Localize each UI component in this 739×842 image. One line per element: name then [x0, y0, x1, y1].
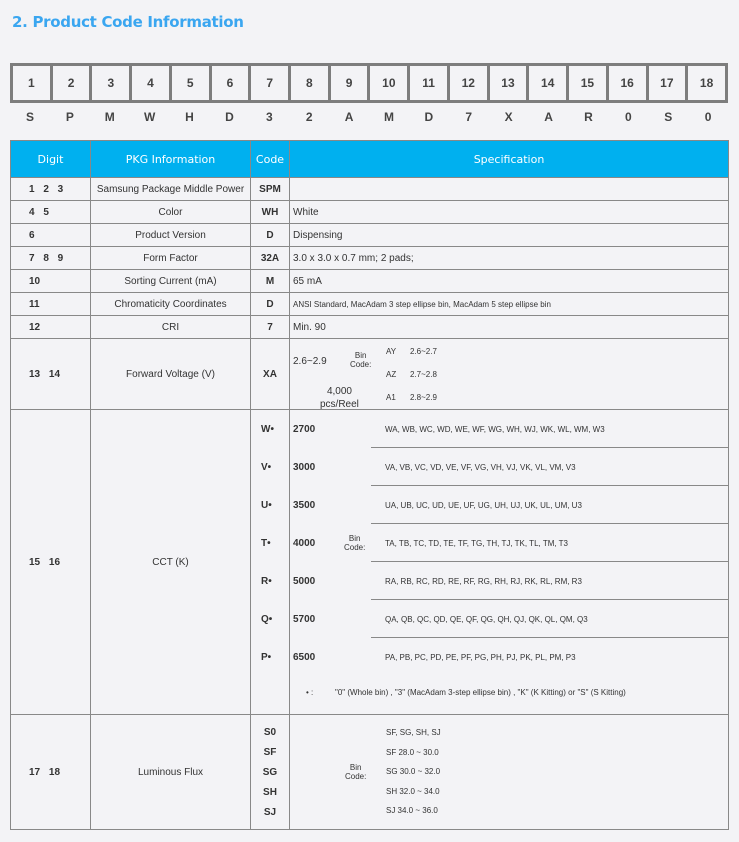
product-code-table — [10, 140, 729, 830]
cct-value: 6500 — [293, 652, 316, 663]
cct-bins: RA, RB, RC, RD, RE, RF, RG, RH, RJ, RK, RL, RM, R3 — [385, 577, 582, 586]
flux-bin-line: SG 30.0 ~ 32.0 — [386, 767, 441, 776]
cct-bins: VA, VB, VC, VD, VE, VF, VG, VH, VJ, VK, VL, VM, V3 — [385, 463, 576, 472]
cct-code: R• — [261, 576, 272, 587]
voltage-bin-code: AY — [386, 347, 397, 356]
spec-cell: 65 mA — [290, 270, 729, 293]
code-cell: SPM — [251, 178, 290, 201]
spec-cell — [290, 178, 729, 201]
table-row — [11, 178, 729, 201]
code-cell: M — [251, 270, 290, 293]
digit-position: 14 — [529, 66, 566, 100]
flux-bin-line: SJ 34.0 ~ 36.0 — [386, 806, 438, 815]
table-row — [11, 201, 729, 224]
digit-position: 18 — [688, 66, 725, 100]
table-row — [11, 247, 729, 270]
pkg-cell: Chromaticity Coordinates — [91, 293, 251, 316]
code-cell: WH — [251, 201, 290, 224]
code-letter: M — [104, 110, 115, 124]
bin-label: Bin Code: — [345, 763, 367, 781]
pkg-cell: Product Version — [91, 224, 251, 247]
divider — [371, 485, 728, 486]
bin-label: Bin Code: — [350, 351, 372, 369]
digit-cell: 10 — [11, 270, 91, 293]
digit-cell: 17 18 — [11, 715, 91, 830]
pkg-cell: Forward Voltage (V) — [91, 339, 251, 410]
digit-cell: 4 5 — [11, 201, 91, 224]
digit-position: 13 — [490, 66, 527, 100]
digit-position: 11 — [410, 66, 447, 100]
digit-cell: 1 2 3 — [11, 178, 91, 201]
divider — [371, 523, 728, 524]
digit-position: 1 — [13, 66, 50, 100]
cct-code: P• — [261, 652, 272, 663]
cct-value: 5000 — [293, 576, 316, 587]
header-code: Code — [251, 141, 290, 178]
voltage-bin-range: 2.8~2.9 — [410, 393, 437, 402]
voltage-bin-code: AZ — [386, 370, 397, 379]
digit-cell: 6 — [11, 224, 91, 247]
digit-cell: 13 14 — [11, 339, 91, 410]
digit-position: 12 — [450, 66, 487, 100]
cct-code: V• — [261, 462, 272, 473]
table-row — [11, 270, 729, 293]
pkg-cell: Form Factor — [91, 247, 251, 270]
table-row-cct — [11, 410, 729, 715]
table-row-voltage — [11, 339, 729, 410]
cct-value: 4000 — [293, 538, 316, 549]
cct-code: U• — [261, 500, 272, 511]
digit-position: 5 — [172, 66, 209, 100]
spec-cell — [290, 339, 729, 410]
spec-cell: Min. 90 — [290, 316, 729, 339]
code-letter: R — [584, 110, 593, 124]
pkg-cell: Samsung Package Middle Power — [91, 178, 251, 201]
code-cell: XA — [251, 339, 290, 410]
digit-position: 7 — [251, 66, 288, 100]
digit-position: 2 — [53, 66, 90, 100]
code-letter: 2 — [305, 110, 313, 124]
cct-code: Q• — [261, 614, 273, 625]
section-title: 2. Product Code Information — [12, 13, 244, 31]
digit-position: 9 — [331, 66, 368, 100]
code-letter: A — [344, 110, 354, 124]
flux-code: SF — [263, 746, 277, 758]
table-row — [11, 224, 729, 247]
spec-cell: Dispensing — [290, 224, 729, 247]
pkg-cell: CCT (K) — [91, 410, 251, 715]
cct-note: "0" (Whole bin) , "3" (MacAdam 3-step ellipse bin) , "K" (K Kitting) or "S" (S Kitting) — [335, 688, 626, 697]
code-letter: 3 — [265, 110, 273, 124]
cct-bins: PA, PB, PC, PD, PE, PF, PG, PH, PJ, PK, PL, PM, P3 — [385, 653, 576, 662]
pkg-cell: Color — [91, 201, 251, 224]
cct-code: T• — [261, 538, 271, 549]
code-letter: W — [143, 110, 156, 124]
digit-position: 4 — [132, 66, 169, 100]
code-cell: 32A — [251, 247, 290, 270]
code-letter: P — [65, 110, 74, 124]
qty-per-reel: 4,000 pcs/Reel — [320, 386, 359, 410]
pkg-cell: Sorting Current (mA) — [91, 270, 251, 293]
spec-cell: White — [290, 201, 729, 224]
header-digit: Digit — [11, 141, 91, 178]
table-row — [11, 316, 729, 339]
digit-cell: 12 — [11, 316, 91, 339]
header-pkg: PKG Information — [91, 141, 251, 178]
table-row-flux — [11, 715, 729, 830]
flux-bin-line: SF, SG, SH, SJ — [386, 728, 441, 737]
digit-cell: 7 8 9 — [11, 247, 91, 270]
digit-position: 6 — [212, 66, 249, 100]
digit-position: 16 — [609, 66, 646, 100]
cct-value: 5700 — [293, 614, 316, 625]
code-letter: S — [664, 110, 673, 124]
voltage-range: 2.6~2.9 — [293, 356, 327, 367]
voltage-bin-code: A1 — [386, 393, 396, 402]
spec-cell — [290, 715, 729, 830]
table-row — [11, 293, 729, 316]
cct-bins: UA, UB, UC, UD, UE, UF, UG, UH, UJ, UK, UL, UM, U3 — [385, 501, 582, 510]
code-letter: 0 — [624, 110, 632, 124]
digit-cell: 11 — [11, 293, 91, 316]
cct-value: 2700 — [293, 424, 316, 435]
pkg-cell: CRI — [91, 316, 251, 339]
flux-bin-line: SF 28.0 ~ 30.0 — [386, 747, 439, 757]
bin-label: Bin Code: — [344, 534, 366, 552]
voltage-bin-range: 2.7~2.8 — [410, 370, 437, 379]
divider — [371, 599, 728, 600]
code-letter: D — [225, 110, 234, 124]
flux-bin-line: SH 32.0 ~ 34.0 — [386, 786, 440, 796]
spec-cell: ANSI Standard, MacAdam 3 step ellipse bin, MacAdam 5 step ellipse bin — [290, 293, 729, 316]
spec-cell: 3.0 x 3.0 x 0.7 mm; 2 pads; — [290, 247, 729, 270]
code-letter: A — [544, 110, 553, 124]
cct-bins: TA, TB, TC, TD, TE, TF, TG, TH, TJ, TK, TL, TM, T3 — [385, 539, 569, 548]
code-cell — [251, 715, 290, 830]
digit-position: 3 — [92, 66, 129, 100]
product-code-letters — [10, 110, 728, 124]
digit-position: 17 — [649, 66, 686, 100]
cct-spec-cell — [251, 410, 729, 715]
cct-value: 3500 — [293, 500, 316, 511]
code-letter: M — [383, 110, 394, 124]
divider — [371, 447, 728, 448]
pkg-cell: Luminous Flux — [91, 715, 251, 830]
code-letter: S — [25, 110, 34, 124]
code-column-divider — [289, 410, 290, 714]
cct-bins: WA, WB, WC, WD, WE, WF, WG, WH, WJ, WK, WL, WM, W3 — [385, 425, 605, 434]
code-letter: H — [185, 110, 194, 124]
voltage-bin-range: 2.6~2.7 — [410, 347, 437, 356]
note-bullet: • : — [306, 688, 314, 697]
digit-cell: 15 16 — [11, 410, 91, 715]
code-cell: D — [251, 293, 290, 316]
flux-code: SG — [262, 766, 278, 778]
table-header — [11, 141, 729, 178]
cct-code: W• — [261, 424, 274, 435]
flux-code: SH — [263, 786, 277, 798]
flux-code: S0 — [263, 726, 277, 738]
cct-bins: QA, QB, QC, QD, QE, QF, QG, QH, QJ, QK, QL, QM, Q3 — [385, 615, 588, 624]
code-cell: D — [251, 224, 290, 247]
digit-position: 15 — [569, 66, 606, 100]
digit-position: 8 — [291, 66, 328, 100]
code-letter: 7 — [465, 110, 473, 124]
digit-position-row — [10, 63, 728, 103]
header-spec: Specification — [290, 141, 729, 178]
flux-code: SJ — [263, 806, 277, 818]
code-letter: 0 — [704, 110, 712, 124]
cct-value: 3000 — [293, 462, 316, 473]
divider — [371, 561, 728, 562]
code-letter: X — [504, 110, 513, 124]
code-letter: D — [424, 110, 434, 124]
code-cell: 7 — [251, 316, 290, 339]
divider — [371, 637, 728, 638]
digit-position: 10 — [370, 66, 407, 100]
